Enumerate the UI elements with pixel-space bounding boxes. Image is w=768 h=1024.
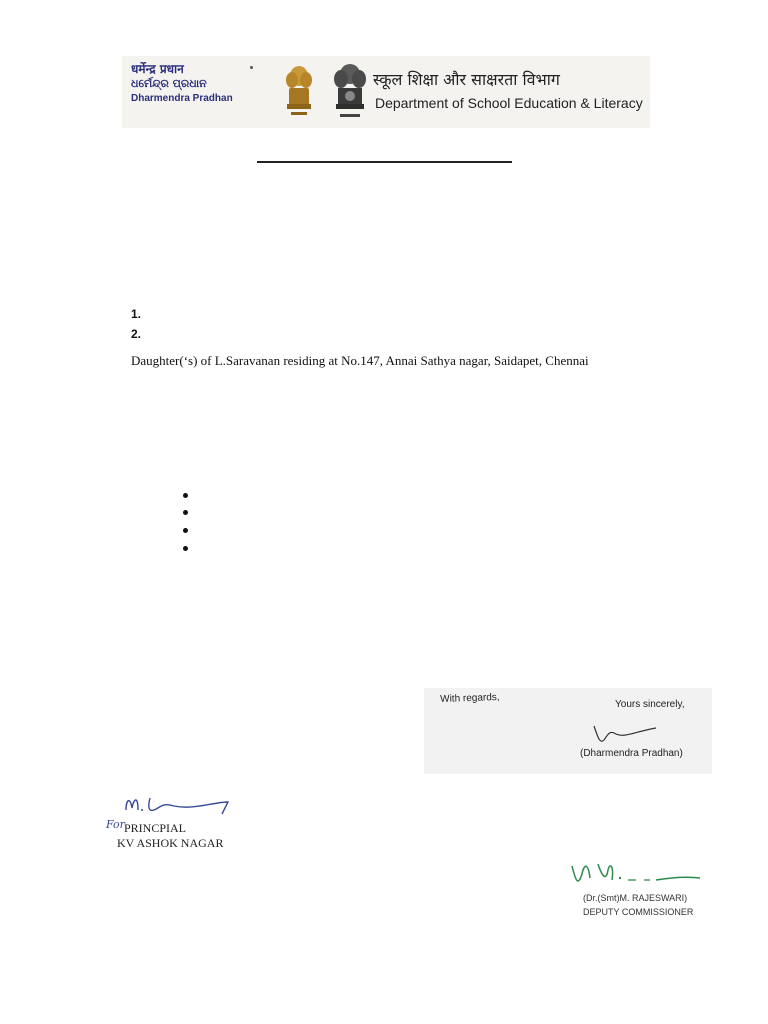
principal-for-text: For [106, 818, 125, 831]
minister-name-hindi: धर्मेन्द्र प्रधान [131, 62, 184, 76]
department-name-english: Department of School Education & Literacy [375, 95, 643, 111]
deputy-commissioner-signature-icon [568, 856, 704, 896]
letterhead-banner [122, 56, 650, 128]
scan-speck [250, 66, 253, 69]
bullet-point [183, 528, 188, 533]
principal-school: KV ASHOK NAGAR [117, 836, 224, 850]
bullet-point [183, 546, 188, 551]
body-paragraph: Daughter(‘s) of L.Saravanan residing at No.147, Annai Sathya nagar, Saidapet, Chennai [131, 353, 589, 368]
national-emblem-icon [330, 62, 370, 122]
header-divider [257, 161, 512, 163]
deputy-commissioner-name: (Dr.(Smt)M. RAJESWARI) [583, 893, 688, 903]
minister-name-english: Dharmendra Pradhan [131, 93, 233, 104]
deputy-commissioner-title: DEPUTY COMMISSIONER [583, 907, 694, 917]
list-number-1: 1. [131, 307, 142, 321]
department-name-hindi: स्कूल शिक्षा और साक्षरता विभाग [373, 70, 560, 89]
bullet-point [183, 510, 188, 515]
minister-signature-icon [590, 720, 660, 748]
signatory-name: (Dharmendra Pradhan) [580, 748, 683, 759]
list-number-2: 2. [131, 327, 142, 341]
closing-sincerely: Yours sincerely, [615, 699, 685, 710]
minister-name-odia: ଧର୍ମେନ୍ଦ୍ର ପ୍ରଧାନ [131, 77, 207, 90]
bullet-point [183, 493, 188, 498]
principal-title: PRINCPIAL [124, 821, 187, 835]
closing-regards: With regards, [440, 691, 500, 705]
gold-emblem-icon [282, 64, 316, 120]
